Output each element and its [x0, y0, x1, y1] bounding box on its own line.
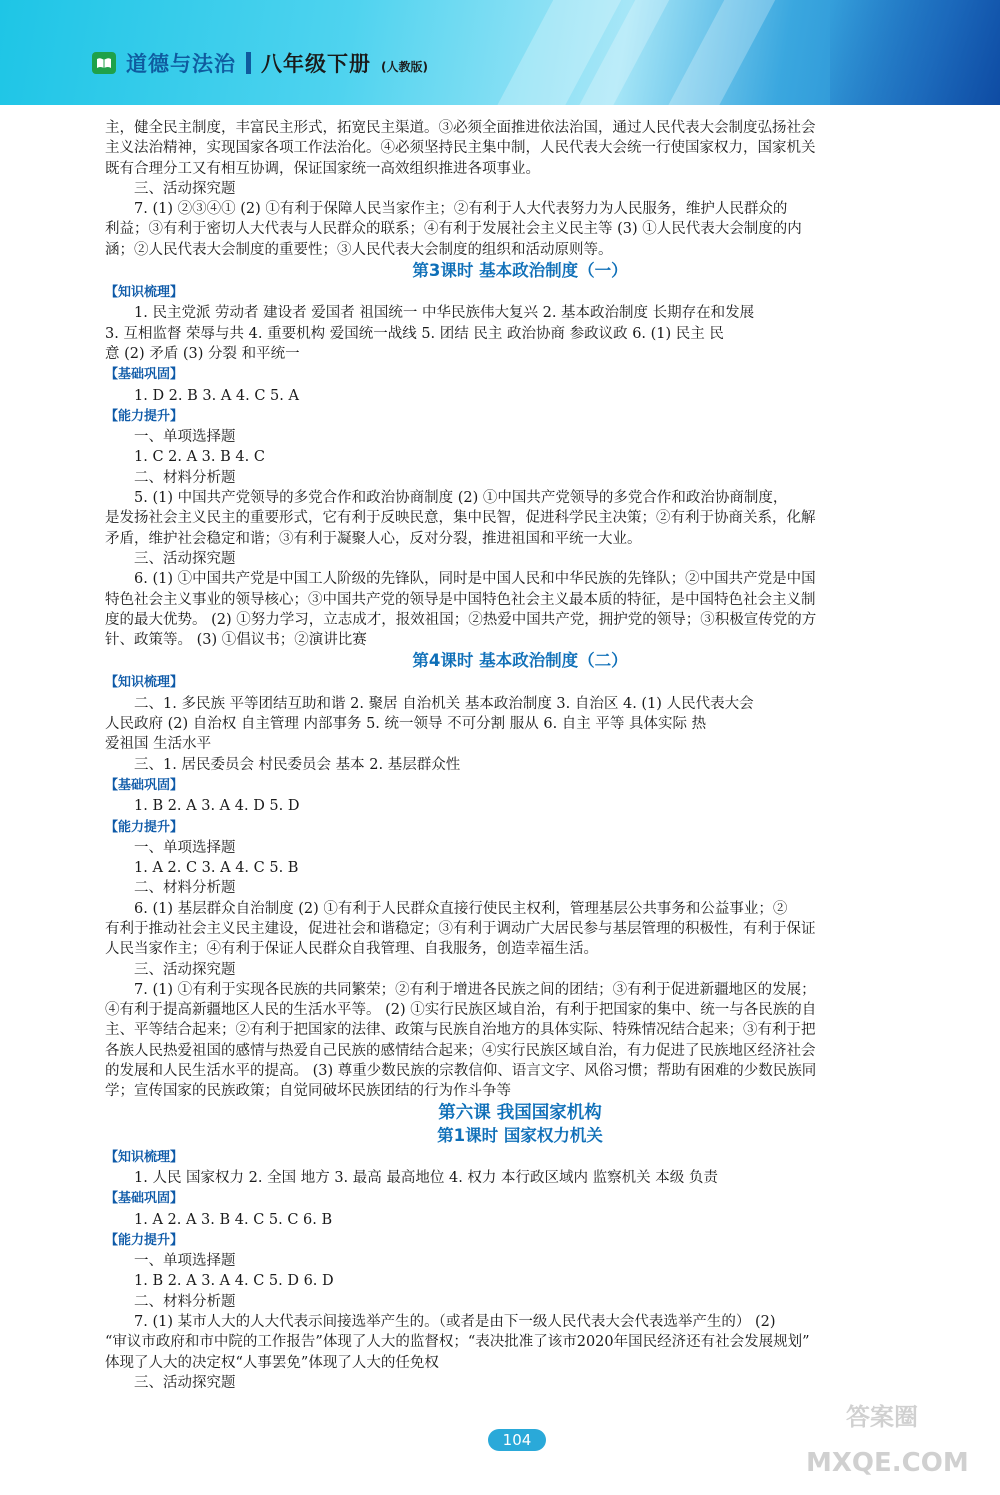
answer-line: 1. 民主党派 劳动者 建设者 爱国者 祖国统一 中华民族伟大复兴 2. 基本政治制度 长期存在和发展	[134, 305, 755, 322]
section-tag: 【基础巩固】	[105, 1191, 184, 1207]
banner-shade	[830, 0, 1000, 105]
answer-line: 主义法治精神，实现国家各项工作法治化。④必须坚持民主集中制，人民代表大会统一行使国家权力，国家机关	[105, 140, 816, 157]
answer-line: 各族人民热爱祖国的感情与热爱自己民族的感情结合起来；④实行民族区域自治，有力促进了民族地区经济社会	[105, 1042, 816, 1059]
answer-line: 学；宣传国家的民族政策；自觉同破坏民族团结的行为作斗争等	[105, 1083, 511, 1100]
section-tag: 【能力提升】	[105, 1232, 184, 1248]
answer-line: 是发扬社会主义民主的重要形式，它有利于反映民意，集中民智，促进科学民主决策；②有利于协商关系，化解	[105, 510, 816, 527]
title-separator	[246, 52, 251, 74]
answer-line: 主、平等结合起来；②有利于把国家的法律、政策与民族自治地方的具体实际、特殊情况结合起来；③有利于把	[105, 1022, 816, 1039]
page-number: 104	[488, 1429, 546, 1451]
section-tag: 【知识梳理】	[105, 285, 184, 301]
answer-line: 特色社会主义事业的领导核心；③中国共产党的领导是中国特色社会主义最本质的特征，是中国特色社会主义制	[105, 591, 816, 608]
answer-line: 1. A 2. C 3. A 4. C 5. B	[134, 860, 299, 877]
section-tag: 【基础巩固】	[105, 367, 184, 383]
answer-line: 人民当家作主；④有利于保证人民群众自我管理、自我服务，创造幸福生活。	[105, 941, 598, 958]
answer-line: 二、1. 多民族 平等团结互助和谐 2. 聚居 自治机关 基本政治制度 3. 自治区 4. (1) 人民代表大会	[134, 695, 754, 712]
section-tag: 【能力提升】	[105, 819, 184, 835]
section-tag: 【知识梳理】	[105, 675, 184, 691]
answer-line: 7. (1) ①有利于实现各民族的共同繁荣；②有利于增进各民族之间的团结；③有利于促进新疆地区的发展；	[134, 981, 816, 998]
header-banner	[0, 0, 1000, 105]
answer-line: 3. 互相监督 荣辱与共 4. 重要机构 爱国统一战线 5. 团结 民主 政治协商 参政议政 6. (1) 民主 民	[105, 325, 724, 342]
answer-line: 1. 人民 国家权力 2. 全国 地方 3. 最高 最高地位 4. 权力 本行政区域内 监察机关 本级 负责	[134, 1169, 718, 1186]
answer-line: 一、单项选择题	[134, 429, 236, 446]
watermark-text-url: MXQE.COM	[806, 1448, 969, 1478]
section-tag: 【基础巩固】	[105, 777, 184, 793]
answer-line: 1. B 2. A 3. A 4. C 5. D 6. D	[134, 1273, 334, 1290]
answer-line: 1. A 2. A 3. B 4. C 5. C 6. B	[134, 1211, 333, 1228]
subject-title: 道德与法治	[126, 52, 236, 76]
answer-line: 体现了人大的决定权“人事罢免”体现了人大的任免权	[105, 1354, 439, 1371]
lesson-heading: 第4课时 基本政治制度（二）	[412, 651, 628, 671]
answer-line: 1. D 2. B 3. A 4. C 5. A	[134, 387, 299, 404]
answer-line: 爱祖国 生活水平	[105, 736, 212, 753]
edition-label: (人教版)	[381, 59, 428, 74]
answer-line: 7. (1) ②③④① (2) ①有利于保障人民当家作主；②有利于人大代表努力为人民服务，维护人民群众的	[134, 201, 788, 218]
book-logo-icon	[92, 52, 116, 74]
section-tag: 【能力提升】	[105, 408, 184, 424]
answer-line: 1. C 2. A 3. B 4. C	[134, 449, 265, 466]
answer-line: 针、政策等。 (3) ①倡议书；②演讲比赛	[105, 632, 367, 649]
answer-line: 有利于推动社会主义民主建设，促进社会和谐稳定；③有利于调动广大居民参与基层管理的积极性，有利于保证	[105, 920, 816, 937]
lesson-heading: 第1课时 国家权力机关	[437, 1125, 603, 1145]
unit-heading: 第六课 我国国家机构	[438, 1102, 602, 1123]
answer-line: 利益；③有利于密切人大代表与人民群众的联系；④有利于发展社会主义民主等 (3) ①人民代表大会制度的内	[105, 221, 802, 238]
answer-line: 涵；②人民代表大会制度的重要性；③人民代表大会制度的组织和活动原则等。	[105, 241, 613, 258]
answer-line: 7. (1) 某市人大的人大代表示间接选举产生的。（或者是由下一级人民代表大会代表选举产生的） (2)	[134, 1314, 776, 1331]
answer-line: 三、活动探究题	[134, 1374, 236, 1391]
answer-line: 二、材料分析题	[134, 469, 236, 486]
answer-line: 6. (1) ①中国共产党是中国工人阶级的先锋队，同时是中国人民和中华民族的先锋队；②中国共产党是中国	[134, 571, 816, 588]
answer-line: 二、材料分析题	[134, 1293, 236, 1310]
answer-line: 主，健全民主制度，丰富民主形式，拓宽民主渠道。③必须全面推进依法治国，通过人民代表大会制度弘扬社会	[105, 120, 816, 136]
watermark-logo	[786, 1393, 986, 1483]
lesson-heading: 第3课时 基本政治制度（一）	[412, 261, 628, 281]
banner-streak	[641, 0, 784, 105]
answer-content	[105, 118, 935, 1393]
answer-line: 矛盾，维护社会稳定和谐；③有利于凝聚人心，反对分裂，推进祖国和平统一大业。	[105, 530, 642, 547]
answer-line: 5. (1) 中国共产党领导的多党合作和政治协商制度 (2) ①中国共产党领导的多党合作和政治协商制度，	[134, 490, 788, 507]
answer-line: 三、活动探究题	[134, 180, 236, 197]
grade-title: 八年级下册	[261, 52, 371, 76]
answer-line: 6. (1) 基层群众自治制度 (2) ①有利于人民群众直接行使民主权利，管理基层公共事务和公益事业；②	[134, 900, 788, 917]
answer-line: 人民政府 (2) 自治权 自主管理 内部事务 5. 统一领导 不可分割 服从 6. 自主 平等 具体实际 热	[105, 716, 707, 733]
answer-line: 三、活动探究题	[134, 961, 236, 978]
header-title-row	[92, 50, 428, 76]
answer-line: 意 (2) 矛盾 (3) 分裂 和平统一	[105, 345, 300, 362]
answer-line: 既有合理分工又有相互协调，保证国家统一高效组织推进各项事业。	[105, 160, 540, 177]
answer-line: 一、单项选择题	[134, 1253, 236, 1270]
answer-line: 一、单项选择题	[134, 839, 236, 856]
answer-line: 二、材料分析题	[134, 880, 236, 897]
answer-line: 1. B 2. A 3. A 4. D 5. D	[134, 798, 300, 815]
watermark-text-cn: 答案圈	[846, 1403, 918, 1431]
answer-line: 三、活动探究题	[134, 550, 236, 567]
section-tag: 【知识梳理】	[105, 1149, 184, 1165]
answer-line: ④有利于提高新疆地区人民的生活水平等。 (2) ①实行民族区域自治，有利于把国家的集中、统一与各民族的自	[105, 1002, 817, 1019]
answer-line: 度的最大优势。 (2) ①努力学习，立志成才，报效祖国；②热爱中国共产党，拥护党的领导；③积极宣传党的方	[105, 611, 817, 628]
answer-line: 的发展和人民生活水平的提高。 (3) 尊重少数民族的宗教信仰、语言文字、风俗习惯；帮助有困难的少数民族同	[105, 1063, 817, 1080]
answer-line: 三、1. 居民委员会 村民委员会 基本 2. 基层群众性	[134, 756, 461, 773]
answer-line: “审议市政府和市中院的工作报告”体现了人大的监督权；“表决批准了该市2020年国民经济还有社会发展规划”	[105, 1334, 810, 1351]
